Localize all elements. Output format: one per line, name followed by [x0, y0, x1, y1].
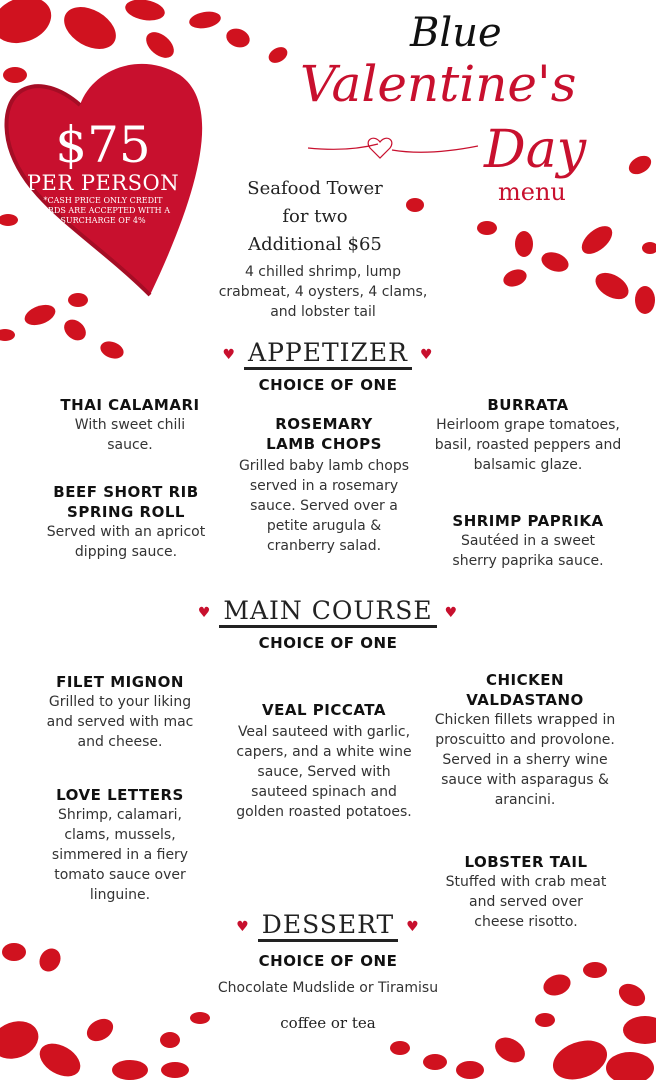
item-desc: Stuffed with crab meat and served over cheese risotto.: [445, 874, 607, 930]
dessert-title: DESSERT: [258, 910, 398, 942]
item-name: LOVE LETTERS: [56, 786, 184, 804]
item-desc: Grilled baby lamb chops served in a rosemary sauce. Served over a petite arugula & cranberry salad.: [238, 458, 410, 554]
menu-item: [430, 511, 626, 571]
brand-logo: Blue: [410, 10, 502, 56]
menu-item: [238, 414, 410, 556]
heart-icon: ♥: [444, 604, 459, 621]
dessert-choice: CHOICE OF ONE: [258, 952, 398, 970]
seafood-tower-desc: 4 chilled shrimp, lump crabmeat, 4 oysters, 4 clams, and lobster tail: [218, 264, 428, 320]
heart-icon: ♥: [197, 604, 212, 621]
title-day: Day: [484, 120, 587, 180]
item-desc: Chicken fillets wrapped in proscuitto and provolone. Served in a sherry wine sauce with asparagus & arancini.: [434, 712, 616, 808]
title-menu: menu: [498, 178, 566, 206]
appetizer-title: APPETIZER: [244, 338, 412, 370]
seafood-tower-title: [215, 175, 415, 259]
menu-item: [36, 785, 204, 905]
title-valentines: Valentine's: [300, 55, 577, 113]
price-per-person: PER PERSON: [26, 171, 180, 195]
item-name: VEAL PICCATA: [262, 701, 386, 719]
item-name: BURRATA: [487, 396, 569, 414]
heart-icon: ♥: [406, 918, 420, 935]
main-course-title: MAIN COURSE: [219, 596, 436, 628]
heart-icon: ♥: [222, 346, 237, 363]
main-course-choice: CHOICE OF ONE: [258, 634, 398, 652]
item-desc: Veal sauteed with garlic, capers, and a white wine sauce, Served with sauteed spinach and golden roasted potatoes.: [236, 724, 412, 820]
coffee-or-tea: coffee or tea: [280, 1014, 376, 1032]
menu-item: [30, 672, 210, 752]
price-note: *CASH PRICE ONLY CREDIT CARDS ARE ACCEPTED WITH A SURCHARGE OF 4%: [36, 196, 170, 225]
item-name: SHRIMP PAPRIKA: [452, 512, 604, 530]
heart-flourish-icon: [308, 122, 478, 162]
seafood-line-3: Additional $65: [248, 234, 382, 255]
item-name: BEEF SHORT RIB SPRING ROLL: [53, 483, 199, 521]
appetizer-heading: [150, 338, 506, 367]
menu-item: [32, 395, 228, 455]
item-desc: With sweet chili sauce.: [74, 417, 186, 453]
heart-icon: ♥: [419, 346, 434, 363]
seafood-line-2: for two: [282, 206, 348, 227]
seafood-line-1: Seafood Tower: [247, 178, 383, 199]
heart-icon: ♥: [236, 918, 250, 935]
item-desc: Served with an apricot dipping sauce.: [46, 524, 206, 560]
item-name: CHICKEN VALDASTANO: [466, 671, 584, 709]
item-desc: Shrimp, calamari, clams, mussels, simmered in a fiery tomato sauce over linguine.: [51, 807, 189, 903]
menu-item: [430, 395, 626, 475]
item-desc: Sautéed in a sweet sherry paprika sauce.: [452, 533, 604, 569]
item-name: THAI CALAMARI: [60, 396, 200, 414]
item-name: ROSEMARY LAMB CHOPS: [266, 415, 382, 453]
price-block: [8, 118, 198, 226]
item-name: FILET MIGNON: [56, 673, 184, 691]
dessert-options: Chocolate Mudslide or Tiramisu: [217, 980, 439, 996]
menu-item: [36, 482, 216, 562]
dessert-heading: [170, 910, 486, 939]
menu-item: [236, 700, 412, 822]
menu-item: [430, 670, 620, 810]
item-desc: Heirloom grape tomatoes, basil, roasted peppers and balsamic glaze.: [434, 417, 622, 473]
price-amount: $75: [55, 116, 151, 174]
item-desc: Grilled to your liking and served with mac and cheese.: [46, 694, 194, 750]
appetizer-choice: CHOICE OF ONE: [258, 376, 398, 394]
main-course-heading: [130, 596, 526, 625]
item-name: LOBSTER TAIL: [464, 853, 588, 871]
